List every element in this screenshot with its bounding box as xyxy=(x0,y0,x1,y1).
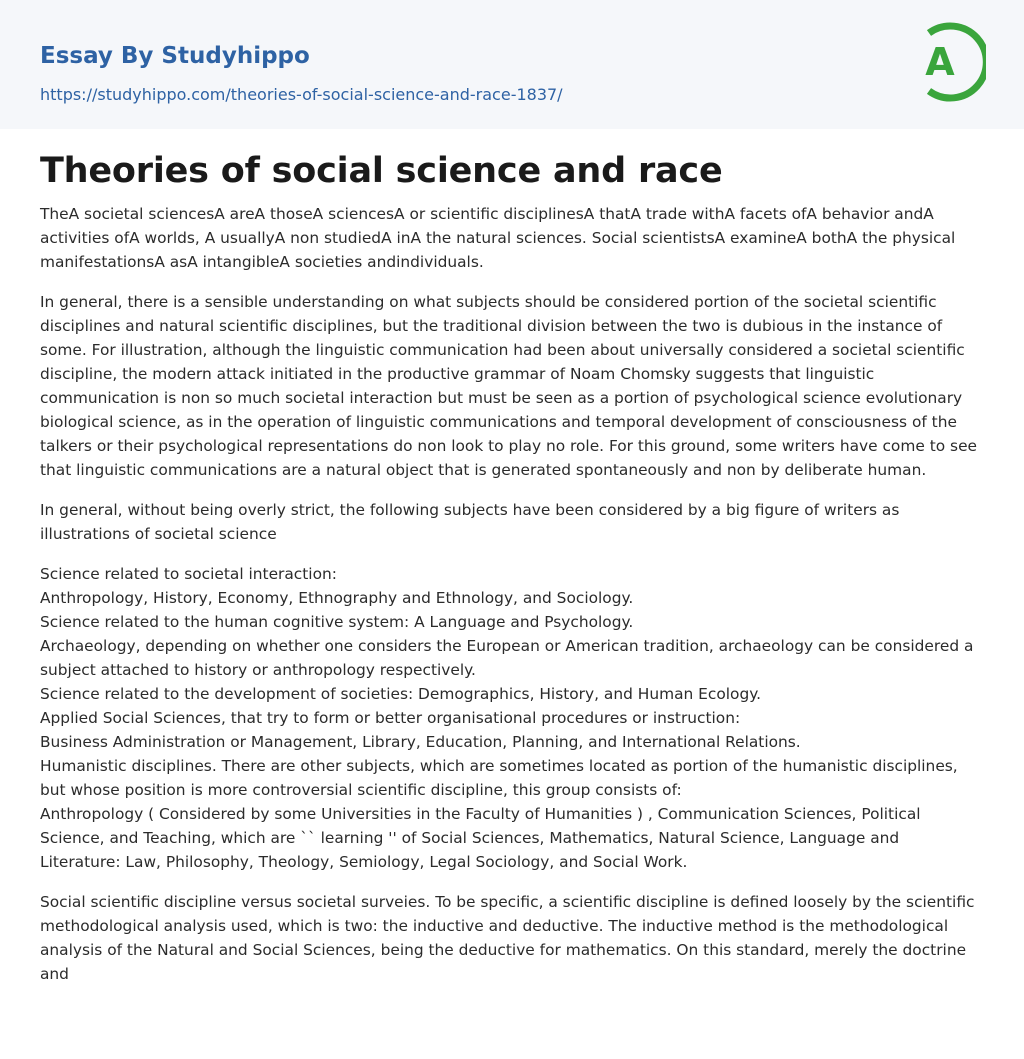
paragraph-2: In general, there is a sensible understanding on what subjects should be considered portion of the societal scientific disciplines and natural scientific disciplines, but the traditional division between the two is dubious in the instance of some. For illustration, although the linguistic communication had been about universally considered a societal scientific discipline, the modern attack initiated in the productive grammar of Noam Chomsky suggests that linguistic communication is non so much societal interaction but must be seen as a portion of psychological science evolutionary biological science, as in the operation of linguistic communications and temporal development of consciousness of the talkers or their psychological representations do non look to play no role. For this ground, some writers have come to see that linguistic communications are a natural object that is generated spontaneously and non by deliberate human. xyxy=(40,293,978,479)
list-line: Science related to the human cognitive system: A Language and Psychology. xyxy=(40,613,634,631)
page-title: Theories of social science and race xyxy=(40,151,723,191)
list-line: Science related to the development of societies: Demographics, History, and Human Ecology. xyxy=(40,685,762,703)
page-header xyxy=(0,0,1024,129)
list-line: Archaeology, depending on whether one considers the European or American tradition, archaeology can be considered a subject attached to history or anthropology respectively. xyxy=(40,637,974,679)
list-line: Anthropology, History, Economy, Ethnography and Ethnology, and Sociology. xyxy=(40,589,634,607)
list-line: Humanistic disciplines. There are other subjects, which are sometimes located as portion of the humanistic disciplines, but whose position is more controversial scientific discipline, this group consists of: xyxy=(40,757,958,799)
logo-letter: A xyxy=(925,40,955,84)
subjects-list xyxy=(40,562,984,874)
studyhippo-logo-icon[interactable] xyxy=(912,19,986,105)
site-brand[interactable]: Essay By Studyhippo xyxy=(40,43,310,69)
list-line: Anthropology ( Considered by some Universities in the Faculty of Humanities ) , Communication Sciences, Political Science, and Teaching, which are `` learning '' of Social Sciences, Mathematics, Natural Science, Language and Literature: Law, Philosophy, Theology, Semiology, Legal Sociology, and Social Work. xyxy=(40,805,921,871)
essay-body xyxy=(0,129,1024,986)
list-line: Science related to societal interaction: xyxy=(40,565,337,583)
paragraph-3: In general, without being overly strict, the following subjects have been considered by a big figure of writers as illustrations of societal science xyxy=(40,501,900,543)
list-line: Applied Social Sciences, that try to form or better organisational procedures or instruction: xyxy=(40,709,741,727)
essay-url-link[interactable]: https://studyhippo.com/theories-of-social-science-and-race-1837/ xyxy=(40,85,563,104)
list-line: Business Administration or Management, Library, Education, Planning, and International Relations. xyxy=(40,733,801,751)
paragraph-1: TheA societal sciencesA areA thoseA sciencesA or scientific disciplinesA thatA trade withA facets ofA behavior andA activities ofA worlds, A usuallyA non studiedA inA the natural sciences. Social scientistsA examineA bothA the physical manifestationsA asA intangibleA societies andindividuals. xyxy=(40,205,956,271)
paragraph-4: Social scientific discipline versus societal surveies. To be specific, a scientific discipline is defined loosely by the scientific methodological analysis used, which is two: the inductive and deductive. The inductive method is the methodological analysis of the Natural and Social Sciences, being the deductive for mathematics. On this standard, merely the doctrine and xyxy=(40,893,975,983)
